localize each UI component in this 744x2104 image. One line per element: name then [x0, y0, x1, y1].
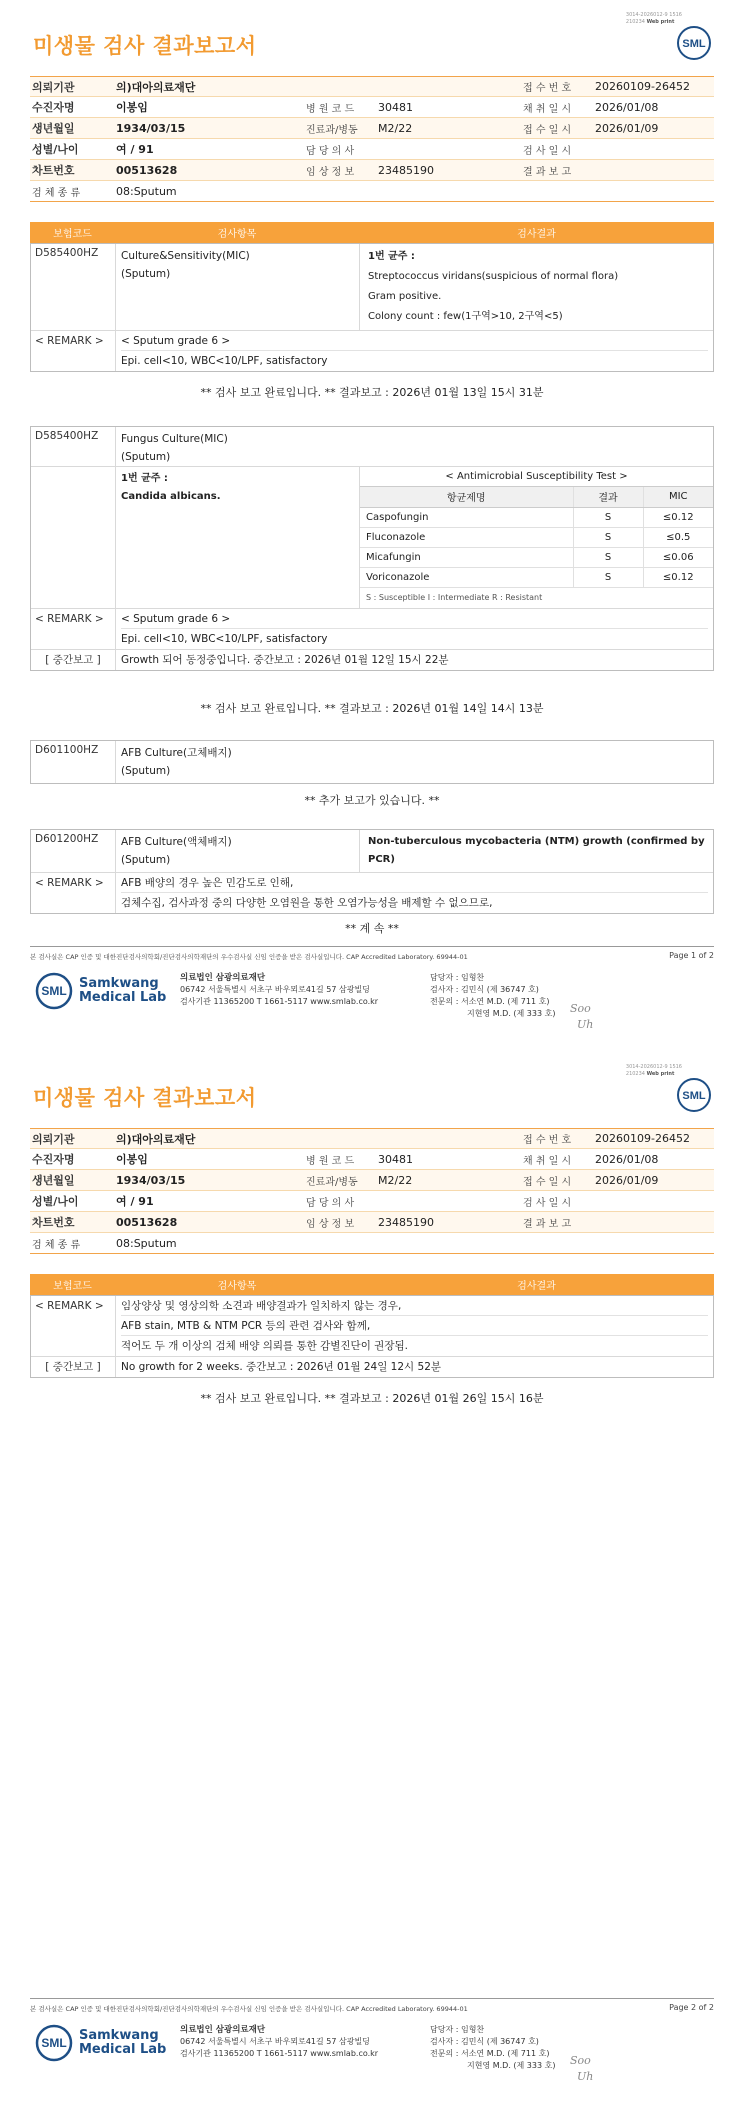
remark-row: < REMARK > < Sputum grade 6 > Epi. cell<10, WBC<10/LPF, satisfactory	[31, 331, 713, 371]
continued-note: ** 계 속 **	[345, 922, 399, 935]
page-number: Page 1 of 2	[669, 951, 714, 960]
remark-row: < REMARK > < Sputum grade 6 > Epi. cell<10, WBC<10/LPF, satisfactory	[31, 609, 713, 650]
result-block-afb-solid	[30, 740, 714, 784]
report-page-2	[0, 1052, 744, 2104]
info-row: 생년월일 1934/03/15 진료과/병동 M2/22 접 수 일 시 2026/01/09	[30, 118, 714, 139]
info-row: 수진자명 이봉임 병 원 코 드 30481 채 취 일 시 2026/01/08	[30, 1149, 714, 1170]
signature-image: Uh	[577, 2070, 594, 2083]
result-block-fungus	[30, 426, 714, 671]
signature-image: Soo	[570, 2054, 591, 2067]
info-row: 수진자명 이봉임 병 원 코 드 30481 채 취 일 시 2026/01/08	[30, 97, 714, 118]
print-meta: 3014-2026012-9 1516 210234 Web print	[625, 12, 682, 25]
info-row: 성별/나이 여 / 91 담 당 의 사 검 사 일 시	[30, 139, 714, 160]
table-row: D601100HZ AFB Culture(고체배지) (Sputum)	[31, 741, 713, 783]
page-number: Page 2 of 2	[669, 2003, 714, 2012]
interim-row: [ 중간보고 ] Growth 되어 동정중입니다. 중간보고 : 2026년 01월 12일 15시 22분	[31, 650, 713, 670]
lab-address: 의료법인 삼광의료재단 06742 서울특별시 서초구 바우뫼로41길 57 삼광빌딩 검사기관 11365200 T 1661-5117 www.smlab.co.kr	[180, 2025, 379, 2058]
sml-logo-icon	[35, 972, 73, 1010]
footer-logo: SML Samkwang Medical Lab	[35, 972, 166, 1010]
info-row: 생년월일 1934/03/15 진료과/병동 M2/22 접 수 일 시 2026/01/09	[30, 1170, 714, 1191]
ast-row: Fluconazole S ≤0.5	[360, 527, 713, 547]
report-complete-note: ** 검사 보고 완료입니다. ** 결과보고 : 2026년 01월 26일 15시 16분	[200, 1392, 544, 1405]
ast-row: Voriconazole S ≤0.12	[360, 567, 713, 587]
info-row: 검 체 종 류 08:Sputum	[30, 181, 714, 202]
signatures: 담당자 : 임형찬 검사자 : 김민식 (제 36747 호) 전문의 : 서소연 M.D. (제 711 호) 지현영 M.D. (제 333 호)	[430, 2025, 556, 2070]
info-row: 검 체 종 류 08:Sputum	[30, 1233, 714, 1254]
ast-table: < Antimicrobial Susceptibility Test > 항균제명 결과 MIC Caspofungin S ≤0.12 Fluconazole S ≤0.5 Micafungin S ≤0.06 Voriconazole S ≤0.12 S : Susceptible I : Intermediate R : Resistant	[360, 467, 713, 608]
signature-image: Soo	[570, 1002, 591, 1015]
ast-legend: S : Susceptible I : Intermediate R : Resistant	[366, 592, 543, 602]
footer-divider	[30, 946, 714, 947]
svg-text:SML: SML	[682, 38, 706, 50]
report-complete-note: ** 검사 보고 완료입니다. ** 결과보고 : 2026년 01월 14일 14시 13분	[200, 702, 544, 715]
sml-logo-icon	[35, 2024, 73, 2062]
svg-text:SML: SML	[682, 1090, 706, 1102]
info-row: 차트번호 00513628 임 상 정 보 23485190 결 과 보 고	[30, 1212, 714, 1233]
footer-logo: SML Samkwang Medical Lab	[35, 2024, 166, 2062]
results-header: 보험코드 검사항목 검사결과	[30, 222, 714, 243]
info-row: 성별/나이 여 / 91 담 당 의 사 검 사 일 시	[30, 1191, 714, 1212]
info-row: 의뢰기관 의)대아의료재단 접 수 번 호 20260109-26452	[30, 1128, 714, 1149]
info-row: 의뢰기관 의)대아의료재단 접 수 번 호 20260109-26452	[30, 76, 714, 97]
report-title: 미생물 검사 결과보고서	[33, 1086, 257, 1110]
ast-row: Micafungin S ≤0.06	[360, 547, 713, 567]
table-row: 1번 균주 : Candida albicans. < Antimicrobial Susceptibility Test > 항균제명 결과 MIC Caspofungin S ≤0.12 Fluconazole S ≤0.5 Micafungin S ≤0.06 Voriconazole S ≤0.12 S : Susceptible I : Intermediate R : Resistant	[31, 467, 713, 609]
patient-info-table	[30, 1128, 714, 1254]
footer-divider	[30, 1998, 714, 1999]
sml-logo-icon	[677, 26, 711, 60]
accreditation-note: 본 검사실은 CAP 인증 및 대한진단검사의학회/진단검사의학재단의 우수검사실 신임 인증을 받은 검사실입니다. CAP Accredited Laboratory. 69944-01	[30, 953, 468, 961]
report-complete-note: ** 검사 보고 완료입니다. ** 결과보고 : 2026년 01월 13일 15시 31분	[200, 386, 544, 399]
signature-image: Uh	[577, 1018, 594, 1031]
interim-row: [ 중간보고 ] No growth for 2 weeks. 중간보고 : 2026년 01월 24일 12시 52분	[31, 1357, 713, 1377]
sml-logo-icon	[677, 1078, 711, 1112]
accreditation-note: 본 검사실은 CAP 인증 및 대한진단검사의학회/진단검사의학재단의 우수검사실 신임 인증을 받은 검사실입니다. CAP Accredited Laboratory. 69944-01	[30, 2005, 468, 2013]
signatures: 담당자 : 임형찬 검사자 : 김민식 (제 36747 호) 전문의 : 서소연 M.D. (제 711 호) 지현영 M.D. (제 333 호)	[430, 973, 556, 1018]
result-block-afb-remark	[30, 1295, 714, 1378]
svg-text:SML: SML	[41, 2036, 67, 2050]
table-row: D585400HZ Culture&Sensitivity(MIC) (Sputum) 1번 균주 : Streptococcus viridans(suspicious of normal flora) Gram positive. Colony count : few(1구역>10, 2구역<5)	[31, 244, 713, 331]
patient-info-table	[30, 76, 714, 202]
print-meta: 3014-2026012-9 1516 210234 Web print	[625, 1064, 682, 1077]
additional-report-note: ** 추가 보고가 있습니다. **	[304, 794, 440, 807]
info-row: 차트번호 00513628 임 상 정 보 23485190 결 과 보 고	[30, 160, 714, 181]
svg-text:SML: SML	[41, 984, 67, 998]
remark-row: < REMARK > AFB 배양의 경우 높은 민감도로 인해, 검체수집, 검사과정 중의 다양한 오염원을 통한 오염가능성을 배제할 수 없으므로,	[31, 873, 713, 913]
table-row: D585400HZ Fungus Culture(MIC) (Sputum)	[31, 427, 713, 467]
lab-address: 의료법인 삼광의료재단 06742 서울특별시 서초구 바우뫼로41길 57 삼광빌딩 검사기관 11365200 T 1661-5117 www.smlab.co.kr	[180, 973, 379, 1006]
table-row: D601200HZ AFB Culture(액체배지) (Sputum) Non-tuberculous mycobacteria (NTM) growth (confirmed by PCR)	[31, 830, 713, 873]
ast-row: Caspofungin S ≤0.12	[360, 507, 713, 527]
remark-row: < REMARK > 임상양상 및 영상의학 소견과 배양결과가 일치하지 않는 경우, AFB stain, MTB & NTM PCR 등의 관련 검사와 함께, 적어도 두 개 이상의 검체 배양 의뢰를 통한 감별진단이 권장됨.	[31, 1296, 713, 1357]
report-title: 미생물 검사 결과보고서	[33, 34, 257, 58]
result-block-culture	[30, 243, 714, 372]
results-header: 보험코드 검사항목 검사결과	[30, 1274, 714, 1295]
result-block-afb-liquid	[30, 829, 714, 914]
